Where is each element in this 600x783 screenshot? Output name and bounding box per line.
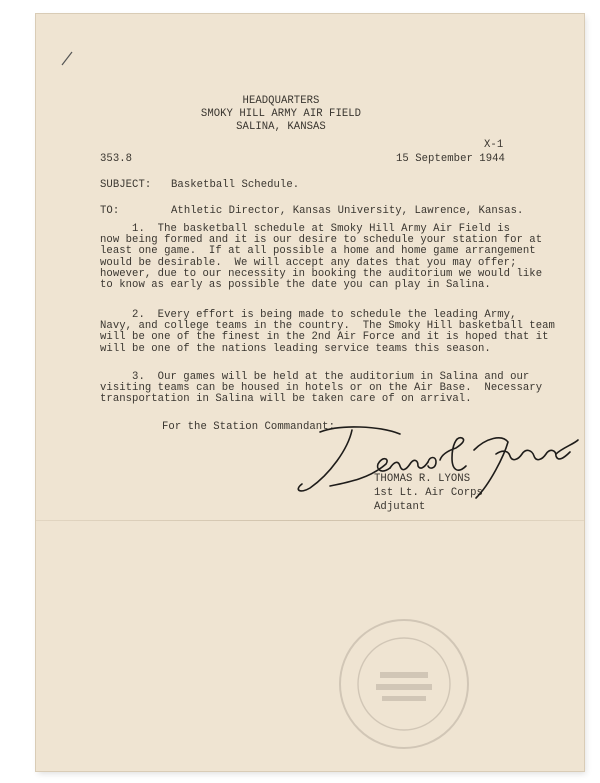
paragraph-line: 2. Every effort is being made to schedule the leading Army, [100,309,517,321]
received-stamp-seal [334,614,474,754]
signer-name: THOMAS R. LYONS [374,473,471,485]
subject-value: Basketball Schedule. [171,179,300,191]
letter-page [36,14,584,771]
signer-rank: 1st Lt. Air Corps [374,487,483,499]
paragraph-line: transportation in Salina will be taken care of on arrival. [100,393,472,406]
fold-line [36,520,584,521]
file-number: 353.8 [100,153,133,165]
closing-line: For the Station Commandant: [162,421,335,433]
letterhead-line-1: HEADQUARTERS [242,95,320,107]
paragraph-line: least one game. If at all possible a home and home game arrangement [100,245,536,258]
paragraph-3 [100,371,543,406]
subject-label: SUBJECT: [100,179,152,191]
paragraph-line: will be one of the finest in the 2nd Air Force and it is hoped that it [100,331,549,344]
paragraph-line: 1. The basketball schedule at Smoky Hill Army Air Field is [100,223,511,235]
to-label: TO: [100,205,120,217]
paragraph-line: now being formed and it is our desire to schedule your station for at [100,234,543,247]
pencil-mark-icon [60,50,74,66]
paragraph-line: Navy, and college teams in the country. The Smoky Hill basketball team [100,320,555,333]
paragraph-line: however, due to our necessity in booking the auditorium we would like [100,267,543,280]
paragraph-line: would be desirable. We will accept any dates that you may offer; [100,256,517,269]
paragraph-line: to know as early as possible the date you can play in Salina. [100,279,491,292]
paragraph-line: will be one of the nations leading service teams this season. [100,342,491,355]
letterhead-line-2: SMOKY HILL ARMY AIR FIELD [200,108,362,120]
paragraph-line: 3. Our games will be held at the auditorium in Salina and our [100,371,530,383]
letter-date: 15 September 1944 [396,153,505,165]
paragraph-2 [100,309,555,355]
handwritten-signature [290,414,580,504]
to-value: Athletic Director, Kansas University, Lawrence, Kansas. [171,205,524,217]
signer-title: Adjutant [374,501,426,513]
paragraph-line: visiting teams can be housed in hotels or on the Air Base. Necessary [100,382,543,395]
letterhead-line-3: SALINA, KANSAS [236,121,326,133]
file-mark: X-1 [484,139,504,151]
paragraph-1 [100,223,543,292]
